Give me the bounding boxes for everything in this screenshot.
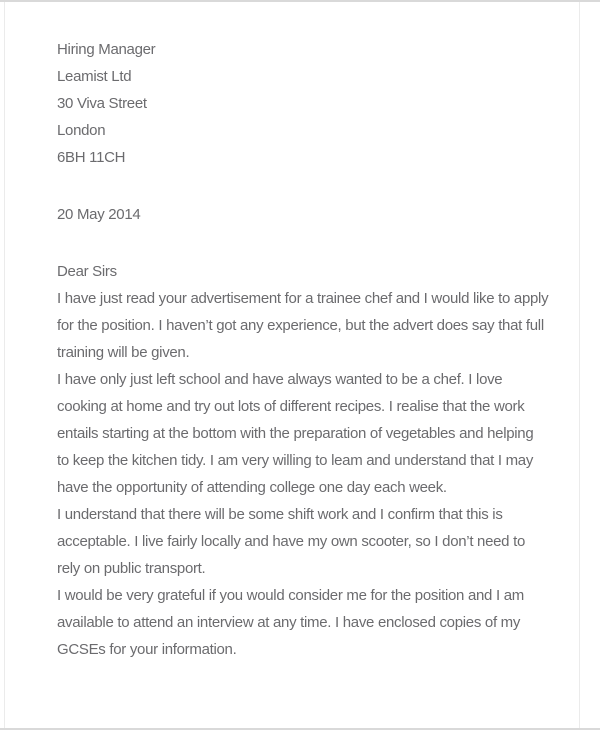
recipient-postcode: 6BH 11CH	[57, 149, 126, 166]
salutation: Dear Sirs	[57, 263, 117, 280]
paragraph-4: I would be very grateful if you would consider me for the position and I am available to attend an interview at any time. I have enclosed copies of my GCSEs for your information.	[57, 587, 524, 658]
page-left-border	[4, 2, 5, 728]
paragraph-1: I have just read your advertisement for a trainee chef and I would like to apply for the position. I haven’t got any experience, but the advert does say that full training will be given.	[57, 290, 549, 361]
recipient-address-block	[57, 36, 549, 171]
recipient-city: London	[57, 122, 106, 139]
paragraph-2: I have only just left school and have always wanted to be a chef. I love cooking at home and try out lots of different recipes. I realise that the work entails starting at the bottom with the preparation of vegetables and helping to keep the kitchen tidy. I am very willing to leam and understand that I may have the opportunity of attending college one day each week.	[57, 371, 534, 496]
letter-body	[57, 36, 549, 663]
recipient-street: 30 Viva Street	[57, 95, 147, 112]
recipient-name: Hiring Manager	[57, 41, 156, 58]
recipient-company: Leamist Ltd	[57, 68, 132, 85]
page-right-border	[579, 2, 580, 728]
page-top-border	[0, 0, 600, 2]
paragraph-3: I understand that there will be some shift work and I confirm that this is acceptable. I live fairly locally and have my own scooter, so I don’t need to rely on public transport.	[57, 506, 526, 577]
letter-date: 20 May 2014	[57, 206, 141, 223]
